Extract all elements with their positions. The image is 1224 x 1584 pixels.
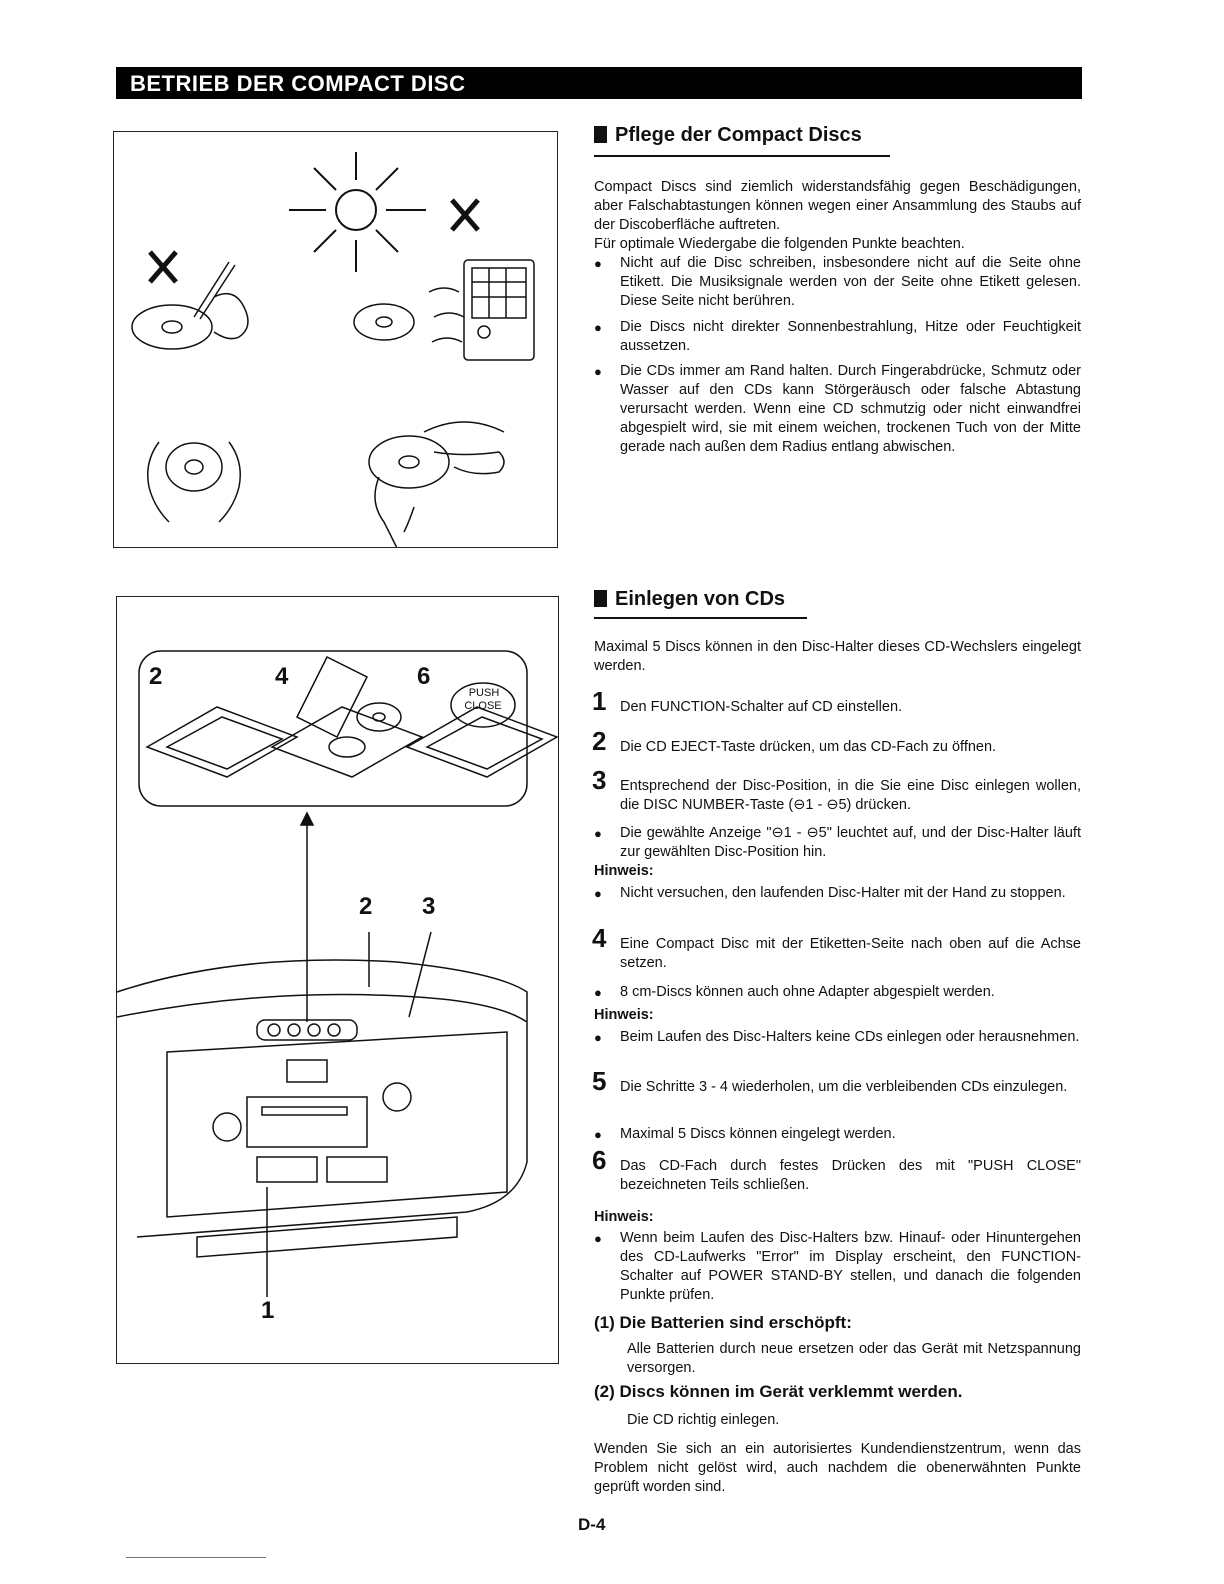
closing-note: Wenden Sie sich an ein autorisiertes Kundendienstzentrum, wenn das Problem nicht gelöst wird, auch nachdem die obenerwähnten Punkte geprüft worden sind.	[594, 1441, 1081, 1495]
heading-square-icon	[594, 126, 607, 143]
inset-panel	[139, 651, 527, 806]
step-5: 5 Die Schritte 3 - 4 wiederholen, um die verbleibenden CDs einzulegen.	[592, 1066, 1068, 1096]
wiping-disc-icon	[369, 422, 504, 547]
care-heading: Pflege der Compact Discs	[594, 124, 862, 147]
callout-label: 1	[261, 1297, 275, 1324]
step-5-note: ● Maximal 5 Discs können eingelegt werden.	[620, 1125, 1081, 1144]
care-bullet: ● Nicht auf die Disc schreiben, insbesondere nicht auf die Seite ohne Etikett. Die Musiksignale werden von der Seite ohne Etikett gelesen. Diese Seite nicht berühren.	[620, 254, 1081, 311]
section-title: BETRIEB DER COMPACT DISC	[130, 71, 466, 96]
close-label: CLOSE	[464, 700, 502, 712]
page-number: D-4	[578, 1515, 606, 1534]
disc-writing-icon	[132, 262, 248, 349]
loading-heading: Einlegen von CDs	[594, 588, 785, 611]
step-3-note: ● Die gewählte Anzeige "⊖1 - ⊖5" leuchtet auf, und der Disc-Halter läuft zur gewählten Disc-Position hin.	[620, 824, 1081, 862]
hinweis-note: ● Nicht versuchen, den laufenden Disc-Halter mit der Hand zu stoppen.	[620, 884, 1081, 903]
hinweis-note: ● Wenn beim Laufen des Disc-Halters bzw. Hinauf- oder Hinuntergehen des CD-Laufwerks "Error" im Display erscheint, den FUNCTION-Schalter auf POWER STAND-BY stellen, und danach die folgenden Punkte prüfen.	[620, 1229, 1081, 1305]
care-bullet: ● Die Discs nicht direkter Sonnenbestrahlung, Hitze oder Feuchtigkeit aussetzen.	[620, 318, 1081, 356]
cd-loading-illustration	[116, 596, 559, 1364]
boombox-illustration	[117, 960, 527, 1297]
tray-open-icon	[272, 657, 422, 777]
cross-mark-icon	[150, 200, 478, 282]
step-4-note: ● 8 cm-Discs können auch ohne Adapter abgespielt werden.	[620, 983, 1081, 1002]
step-6: 6 Das CD-Fach durch festes Drücken des mit "PUSH CLOSE" bezeichneten Teils schließen.	[592, 1145, 1081, 1193]
section-header-bar	[116, 67, 1082, 99]
tray-closing-icon	[407, 707, 557, 777]
check-1-text: Alle Batterien durch neue ersetzen oder das Gerät mit Netzspannung versorgen.	[627, 1341, 1081, 1376]
check-2-text: Die CD richtig einlegen.	[627, 1412, 780, 1428]
step-3: 3 Entsprechend der Disc-Position, in die Sie eine Disc einlegen wollen, die DISC NUMBER-Taste (⊖1 - ⊖5) drücken.	[592, 765, 1081, 813]
hands-holding-disc-icon	[148, 442, 241, 522]
loading-heading-rule	[594, 617, 807, 619]
loading-intro: Maximal 5 Discs können in den Disc-Halter dieses CD-Wechslers eingelegt werden.	[594, 639, 1081, 674]
care-heading-rule	[594, 155, 890, 157]
step-1: 1 Den FUNCTION-Schalter auf CD einstellen.	[592, 686, 903, 716]
hinweis-note: ● Beim Laufen des Disc-Halters keine CDs einlegen oder herausnehmen.	[620, 1028, 1081, 1047]
footer-rule	[126, 1557, 266, 1558]
hinweis-label: Hinweis:	[594, 1007, 654, 1023]
push-label: PUSH	[468, 687, 500, 699]
disc-icon	[357, 703, 401, 731]
inset-label: 2	[149, 663, 163, 690]
inset-label: 4	[275, 663, 289, 690]
care-bullet: ● Die CDs immer am Rand halten. Durch Fingerabdrücke, Schmutz oder Wasser auf den CDs kann Störgeräusch oder falsche Abtastung verursacht werden. Wenn eine CD schmutzig oder nicht einwandfrei abgespielt wird, sie mit einem weichen, trockenen Tuch von der Mitte gerade nach außen dem Radius entlang abwischen.	[620, 362, 1081, 457]
care-intro: Compact Discs sind ziemlich widerstandsfähig gegen Beschädigungen, aber Falschabtastungen können wegen einer Ansammlung des Staubs auf der Discoberfläche auftreten.	[594, 179, 1081, 233]
callout-label: 2	[359, 893, 373, 920]
hinweis-label: Hinweis:	[594, 863, 654, 879]
step-4: 4 Eine Compact Disc mit der Etiketten-Seite nach oben auf die Achse setzen.	[592, 923, 1081, 971]
check-2-heading: (2) Discs können im Gerät verklemmt werden.	[594, 1382, 963, 1401]
inset-label: 6	[417, 663, 431, 690]
check-1-heading: (1) Die Batterien sind erschöpft:	[594, 1313, 852, 1332]
hinweis-label: Hinweis:	[594, 1209, 654, 1225]
heading-square-icon	[594, 590, 607, 607]
care-intro-2: Für optimale Wiedergabe die folgenden Punkte beachten.	[594, 236, 965, 252]
heater-disc-icon	[354, 260, 534, 360]
tray-closed-icon	[147, 707, 297, 777]
disc-care-illustration	[113, 131, 558, 548]
callout-label: 3	[422, 893, 436, 920]
sun-icon	[289, 152, 426, 272]
step-2: 2 Die CD EJECT-Taste drücken, um das CD-Fach zu öffnen.	[592, 726, 997, 756]
